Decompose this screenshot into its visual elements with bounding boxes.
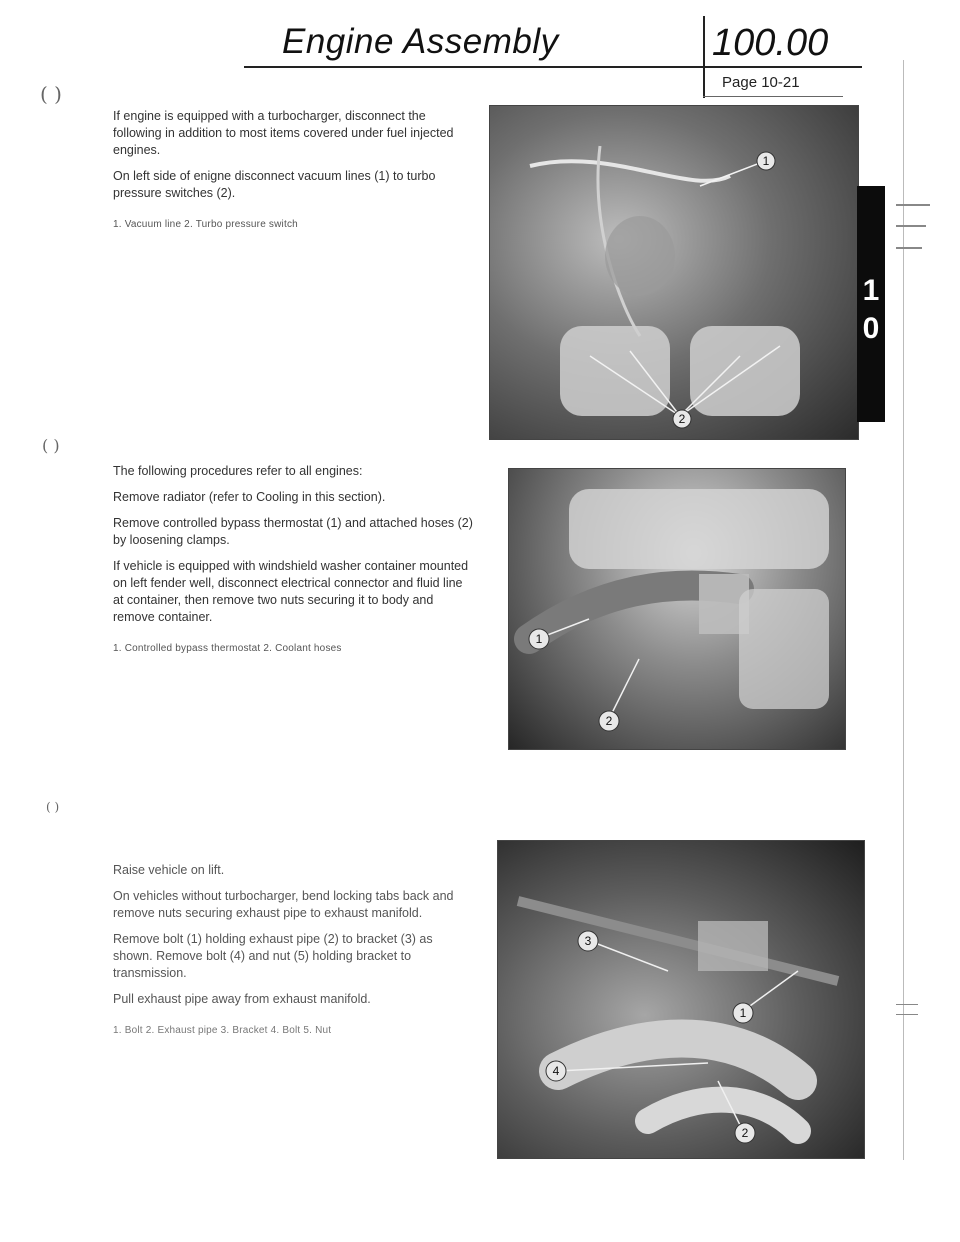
paragraph: Pull exhaust pipe away from exhaust manifold. <box>113 992 371 1006</box>
section-turbo <box>113 108 475 233</box>
page-number-rule <box>703 96 843 97</box>
exhaust-photo <box>497 840 865 1159</box>
paragraph: Remove bolt (1) holding exhaust pipe (2) to bracket (3) as shown. Remove bolt (4) and nut (5) holding bracket to transmission. <box>113 932 433 980</box>
section-number: 100.00 <box>712 22 829 64</box>
paragraph: On vehicles without turbocharger, bend locking tabs back and remove nuts securing exhaust pipe to exhaust manifold. <box>113 889 454 920</box>
photo-callout: 1 <box>739 1006 747 1020</box>
section-all-engines <box>113 463 475 657</box>
paragraph: If engine is equipped with a turbocharger, disconnect the following in addition to most items covered under fuel injected engines. <box>113 109 454 157</box>
page-number: Page 10-21 <box>722 74 800 91</box>
header-divider <box>703 16 705 98</box>
section-exhaust <box>113 862 475 1039</box>
section-tab <box>857 186 885 422</box>
edge-mark <box>896 1014 918 1015</box>
header-rule <box>244 66 862 68</box>
photo-callout: 2 <box>605 714 613 728</box>
paragraph: Raise vehicle on lift. <box>113 863 225 877</box>
photo-callout: 2 <box>678 412 686 426</box>
edge-mark <box>896 204 930 206</box>
engine-photo-thermostat <box>508 468 846 750</box>
binder-hole-mark: ( ) <box>42 436 60 455</box>
photo-callout: 2 <box>741 1126 749 1140</box>
paragraph: On left side of enigne disconnect vacuum lines (1) to turbo pressure switches (2). <box>113 169 436 200</box>
paragraph: Remove controlled bypass thermostat (1) and attached hoses (2) by loosening clamps. <box>113 516 473 547</box>
figure-caption: 1. Bolt 2. Exhaust pipe 3. Bracket 4. Bolt 5. Nut <box>113 1025 332 1036</box>
figure-caption: 1. Controlled bypass thermostat 2. Coolant hoses <box>113 643 342 654</box>
binder-hole-mark: ( ) <box>40 82 62 106</box>
paragraph: Remove radiator (refer to Cooling in this section). <box>113 490 386 504</box>
figure-caption: 1. Vacuum line 2. Turbo pressure switch <box>113 219 298 230</box>
paragraph: The following procedures refer to all engines: <box>113 464 363 478</box>
edge-mark <box>896 1004 918 1005</box>
engine-photo-turbo <box>489 105 859 440</box>
photo-callout: 3 <box>584 934 592 948</box>
section-tab-digit: 1 <box>862 274 880 307</box>
photo-callout: 4 <box>552 1064 560 1078</box>
edge-mark <box>896 247 922 249</box>
photo-callout: 1 <box>762 154 770 168</box>
paragraph: If vehicle is equipped with windshield washer container mounted on left fender well, disconnect electrical connector and fluid line at container, then remove two nuts securing it to body and remove container. <box>113 559 469 624</box>
section-tab-digit: 0 <box>862 312 880 345</box>
edge-mark <box>896 225 926 227</box>
page-title: Engine Assembly <box>282 22 559 61</box>
binder-hole-mark: ( ) <box>46 800 60 814</box>
photo-callout: 1 <box>535 632 543 646</box>
